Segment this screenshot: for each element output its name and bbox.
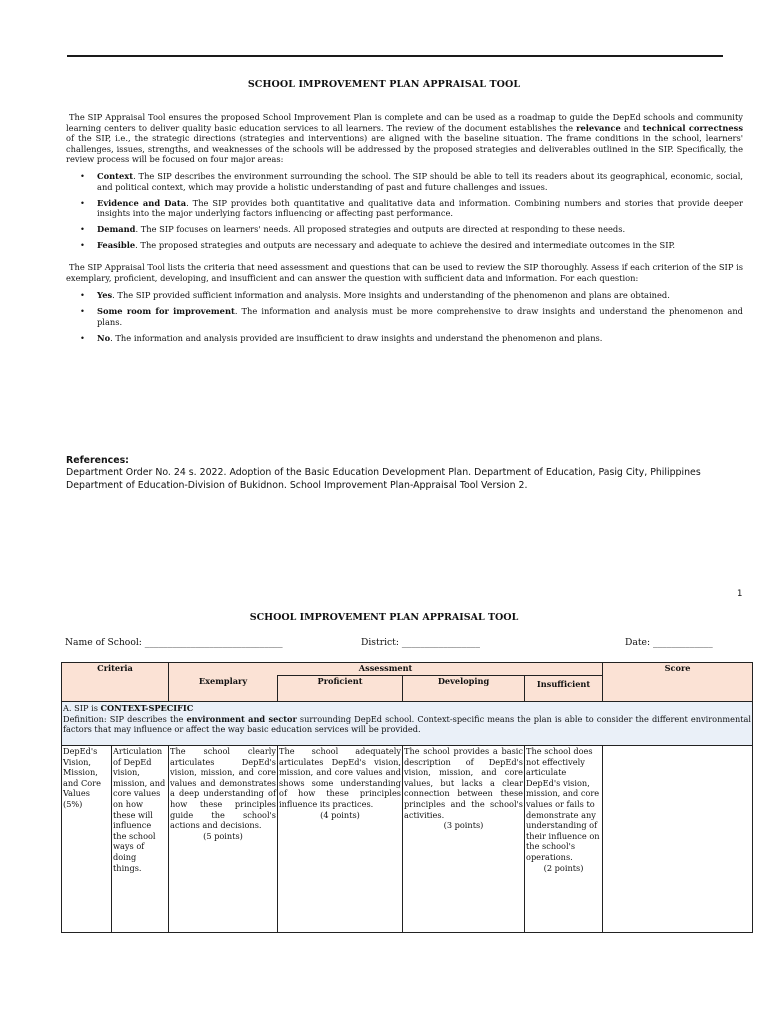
insufficient-desc: The school does not effectively articulate DepEd's vision, mission, and core values or fails to demonstrate any understanding of their influence on the school's operations.: [526, 746, 600, 862]
exemplary-desc: The school clearly articulates DepEd's vision, mission, and core values and demonstrates a deep understanding of how these principles guide the school's actions and decisions.: [170, 746, 277, 831]
exemplary-points: (5 points): [203, 830, 243, 841]
bullet-icon: •: [80, 290, 85, 300]
exemplary-header: Exemplary: [169, 676, 278, 702]
indicator-cell: Articulation of DepEd vision, mission, and core values on how these will influence the school ways of doing things.: [112, 746, 169, 933]
page-title: SCHOOL IMPROVEMENT PLAN APPRAISAL TOOL: [247, 79, 521, 90]
references-heading: References:: [66, 455, 129, 466]
section-context-specific: A. SIP is CONTEXT-SPECIFIC Definition: SIP describes the environment and sector surrounding DepEd school. Context-specific means the plan is able to consider the different environmental factors that may influence or affect the way basic education services will be provided.: [62, 702, 753, 746]
developing-desc: The school provides a basic description of DepEd's vision, mission, and core values, but lacks a clear connection between these principles and the school's activities.: [404, 746, 524, 820]
list-item: • Some room for improvement. The information and analysis must be more comprehensive to draw insights and understand the phenomenon and plans.: [80, 306, 743, 327]
reference-item: Department Order No. 24 s. 2022. Adoption of the Basic Education Development Plan. Department of Education, Pasig City, Philippines: [66, 467, 701, 479]
criteria-header: Criteria: [62, 663, 169, 702]
developing-cell[interactable]: [403, 746, 525, 933]
bullet-icon: •: [80, 332, 85, 343]
school-name-field[interactable]: Name of School: ______________________________: [65, 637, 283, 648]
top-rule: [67, 55, 723, 57]
insufficient-header: Insufficient: [525, 676, 603, 702]
criterion-cell: DepEd's Vision, Mission, and Core Values (5%): [62, 746, 112, 933]
form-title: SCHOOL IMPROVEMENT PLAN APPRAISAL TOOL: [249, 612, 519, 623]
proficient-points: (4 points): [320, 809, 360, 820]
score-cell[interactable]: [603, 746, 753, 933]
criteria-paragraph: The SIP Appraisal Tool lists the criteria that need assessment and questions that can be used to review the SIP thoroughly. Assess if each criterion of the SIP is exemplary, proficient, developing, and insufficient and can answer the question with sufficient data and information. For each question:: [66, 262, 743, 283]
list-item: • Evidence and Data. The SIP provides both quantitative and qualitative data and information. Combining numbers and stories that provide deeper insights into the major underlying factors influencing or affecting past performance.: [80, 197, 743, 219]
proficient-cell[interactable]: [278, 746, 403, 933]
reference-item: Department of Education-Division of Bukidnon. School Improvement Plan-Appraisal Tool Version 2.: [66, 479, 528, 491]
bullet-icon: •: [80, 306, 85, 317]
bullet-icon: •: [80, 197, 85, 208]
developing-points: (3 points): [443, 820, 484, 831]
focus-areas-list: [80, 171, 743, 257]
proficient-header: Proficient: [278, 676, 403, 702]
list-item: • Context. The SIP describes the environment surrounding the school. The SIP should be able to tell its readers about its geographical, economic, social, and political context, which may provide a holistic understanding of past and future challenges and issues.: [80, 171, 743, 192]
date-field[interactable]: Date: _____________: [625, 637, 713, 648]
developing-header: Developing: [403, 676, 525, 702]
rating-scale-list: [80, 290, 743, 349]
bullet-icon: •: [80, 171, 85, 181]
insufficient-points: (2 points): [543, 862, 584, 873]
bullet-icon: •: [80, 224, 85, 235]
district-field[interactable]: District: _________________: [361, 637, 480, 648]
page-number: 1: [737, 589, 743, 599]
list-item: • No. The information and analysis provided are insufficient to draw insights and understand the phenomenon and plans.: [80, 332, 603, 343]
proficient-desc: The school adequately articulates DepEd's vision, mission, and core values and shows some understanding of how these principles influence its practices.: [279, 746, 402, 809]
assessment-header: Assessment: [169, 663, 603, 676]
bullet-icon: •: [80, 240, 85, 251]
list-item: • Feasible. The proposed strategies and outputs are necessary and adequate to achieve the desired and intermediate outcomes in the SIP.: [80, 240, 676, 251]
score-header: Score: [603, 663, 753, 702]
appraisal-table: [61, 662, 753, 933]
list-item: • Demand. The SIP focuses on learners' needs. All proposed strategies and outputs are directed at responding to these needs.: [80, 224, 626, 235]
insufficient-cell[interactable]: [525, 746, 603, 933]
references: [66, 455, 746, 492]
list-item: • Yes. The SIP provided sufficient information and analysis. More insights and understanding of the phenomenon and plans are obtained.: [80, 290, 670, 300]
exemplary-cell[interactable]: [169, 746, 278, 933]
intro-paragraph: The SIP Appraisal Tool ensures the proposed School Improvement Plan is complete and can be used as a roadmap to guide the DepEd schools and community learning centers to deliver quality basic education services to all learners. The review of the document establishes the relevance and technical correctness of the SIP, i.e., the strategic directions (strategies and interventions) are aligned with the baseline situation. The frame conditions in the school, learners' challenges, issues, strengths, and weaknesses of the schools will be addressed by the proposed strategies and deliverables outlined in the SIP. Specifically, the review process will be focused on four major areas:: [66, 112, 743, 165]
